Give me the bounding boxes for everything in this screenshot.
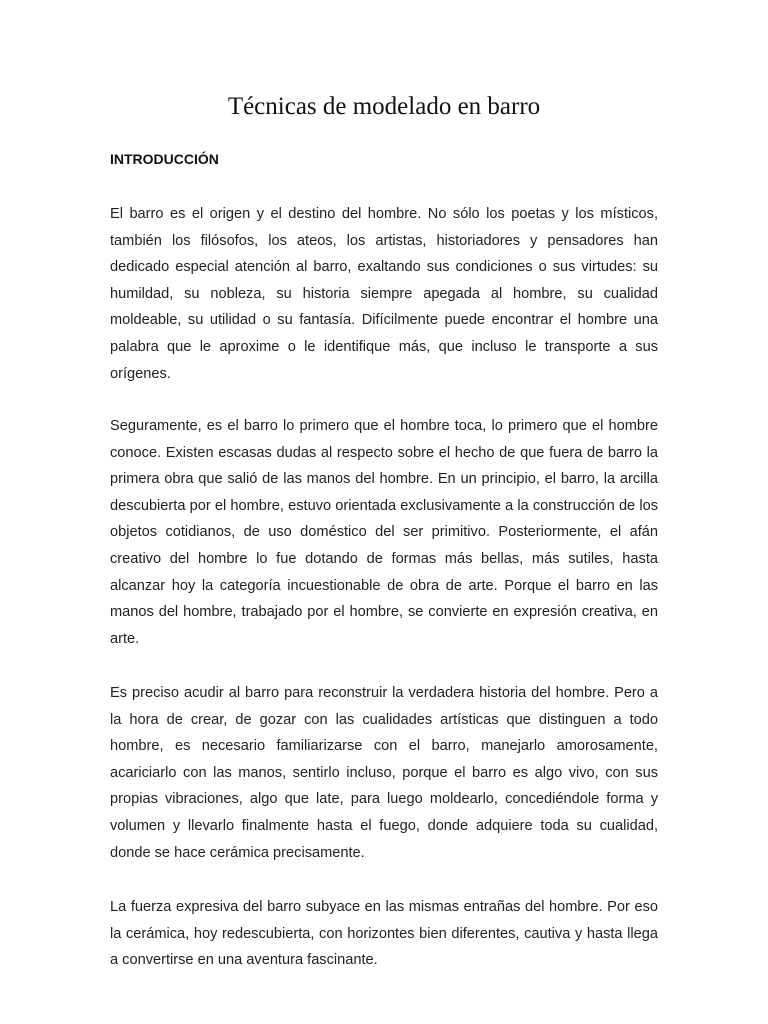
body-paragraph-4: La fuerza expresiva del barro subyace en las mismas entrañas del hombre. Por eso la cerámica, hoy redescubierta, con horizontes bien diferentes, cautiva y hasta llega a convertirse en una aventura fascinante. [110, 899, 658, 969]
document-title: Técnicas de modelado en barro [227, 93, 541, 120]
body-paragraph-1: El barro es el origen y el destino del hombre. No sólo los poetas y los místicos, también los filósofos, los ateos, los artistas, historiadores y pensadores han dedicado especial atención al barro, exaltando sus condiciones o sus virtudes: su humildad, su nobleza, su historia siempre apegada al hombre, su cualidad moldeable, su utilidad o su fantasía. Difícilmente puede encontrar el hombre una palabra que le aproxime o le identifique más, que incluso le transporte a sus orígenes. [110, 206, 658, 382]
section-heading-introduccion: INTRODUCCIÓN [110, 151, 219, 167]
body-paragraph-3: Es preciso acudir al barro para reconstruir la verdadera historia del hombre. Pero a la hora de crear, de gozar con las cualidades artísticas que distinguen a todo hombre, es necesario familiarizarse con el barro, manejarlo amorosamente, acariciarlo con las manos, sentirlo incluso, porque el barro es algo vivo, con sus propias vibraciones, algo que late, para luego moldearlo, concediéndole forma y volumen y llevarlo finalmente hasta el fuego, donde adquiere toda su cualidad, donde se hace cerámica precisamente. [110, 685, 658, 861]
body-paragraph-2: Seguramente, es el barro lo primero que el hombre toca, lo primero que el hombre conoce. Existen escasas dudas al respecto sobre el hecho de que fuera de barro la primera obra que salió de las manos del hombre. En un principio, el barro, la arcilla descubierta por el hombre, estuvo orientada exclusivamente a la construcción de los objetos cotidianos, de uso doméstico del ser primitivo. Posteriormente, el afán creativo del hombre lo fue dotando de formas más bellas, más sutiles, hasta alcanzar hoy la categoría incuestionable de obra de arte. Porque el barro en las manos del hombre, trabajado por el hombre, se convierte en expresión creativa, en arte. [110, 418, 658, 647]
